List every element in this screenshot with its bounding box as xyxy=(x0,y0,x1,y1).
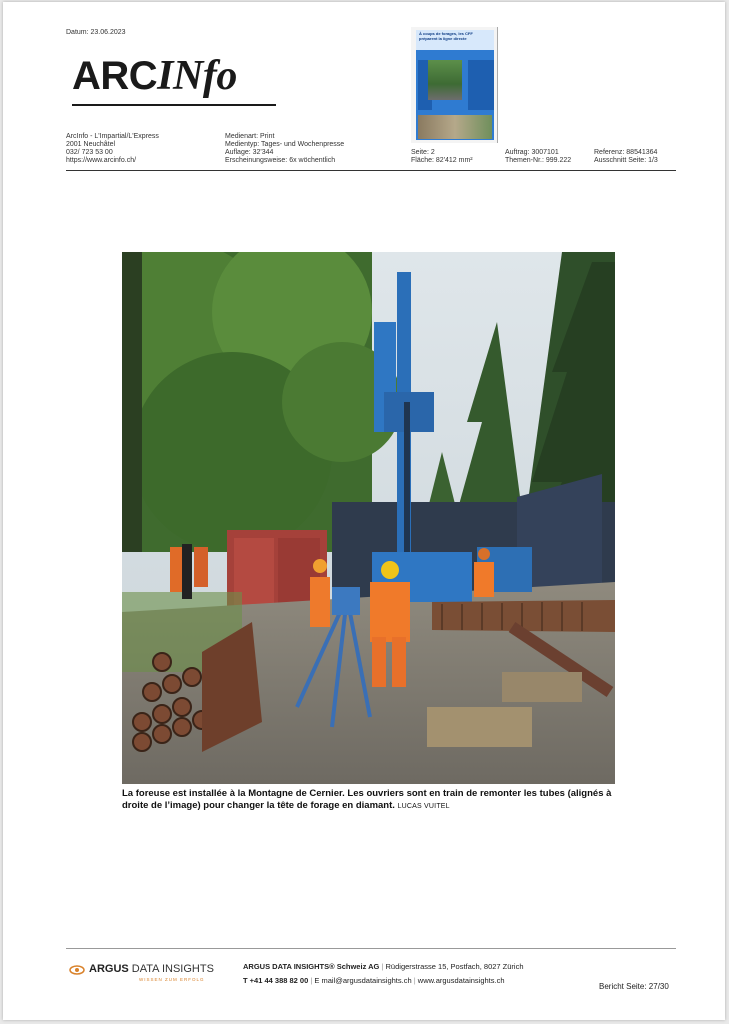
footer-email[interactable]: E mail@argusdatainsights.ch xyxy=(314,976,412,985)
thumbnail-headline: À coups de forages, les CFF préparent la ligne directe xyxy=(416,30,494,50)
media-info: Medienart: Print Medientyp: Tages- und Wochenpresse Auflage: 32'344 Erscheinungsweise: 6x wöchentlich xyxy=(225,133,345,164)
caption-text: La foreuse est installée à la Montagne de Cernier. Les ouvriers sont en train de remonter les tubes (alignés à droite de l’image) pour changer la tête de forage en diamant. xyxy=(122,788,612,811)
reference-info: Referenz: 88541364 Ausschnitt Seite: 1/3 xyxy=(594,149,658,164)
thumbnail-photo-bottom xyxy=(418,115,492,139)
page-thumbnail xyxy=(411,27,498,143)
footer-line-2: T +41 44 388 82 00 | E mail@argusdatainsights.ch | www.argusdatainsights.ch xyxy=(243,976,505,985)
order-info: Auftrag: 3007101 Themen-Nr.: 999.222 xyxy=(505,149,572,164)
document-page xyxy=(3,2,725,1020)
logo-arc: ARC xyxy=(72,54,158,98)
logo-underline xyxy=(72,104,276,106)
footer-divider xyxy=(66,948,676,949)
argus-logo: ARGUS DATA INSIGHTS WISSEN ZUM ERFOLG xyxy=(69,961,219,989)
report-page-number: Bericht Seite: 27/30 xyxy=(599,982,669,991)
footer-line-1: ARGUS DATA INSIGHTS® Schweiz AG | Rüdigerstrasse 15, Postfach, 8027 Zürich xyxy=(243,962,524,971)
article-photo xyxy=(122,252,615,784)
argus-tagline: WISSEN ZUM ERFOLG xyxy=(139,977,205,982)
eye-icon xyxy=(69,965,85,975)
header-divider xyxy=(66,170,676,171)
date-label: Datum: 23.06.2023 xyxy=(66,29,126,36)
arcinfo-logo xyxy=(70,54,278,110)
logo-info: INfo xyxy=(157,53,237,99)
photo-caption xyxy=(122,788,615,813)
footer-web[interactable]: www.argusdatainsights.ch xyxy=(417,976,505,985)
page-info: Seite: 2 Fläche: 82'412 mm² xyxy=(411,149,473,164)
photo-credit: LUCAS VUITEL xyxy=(397,803,450,810)
footer-phone: T +41 44 388 82 00 xyxy=(243,976,309,985)
publisher-info: ArcInfo - L'Impartial/L'Express 2001 Neuchâtel 032/ 723 53 00 https://www.arcinfo.ch/ xyxy=(66,133,159,164)
thumbnail-photo xyxy=(428,60,462,100)
